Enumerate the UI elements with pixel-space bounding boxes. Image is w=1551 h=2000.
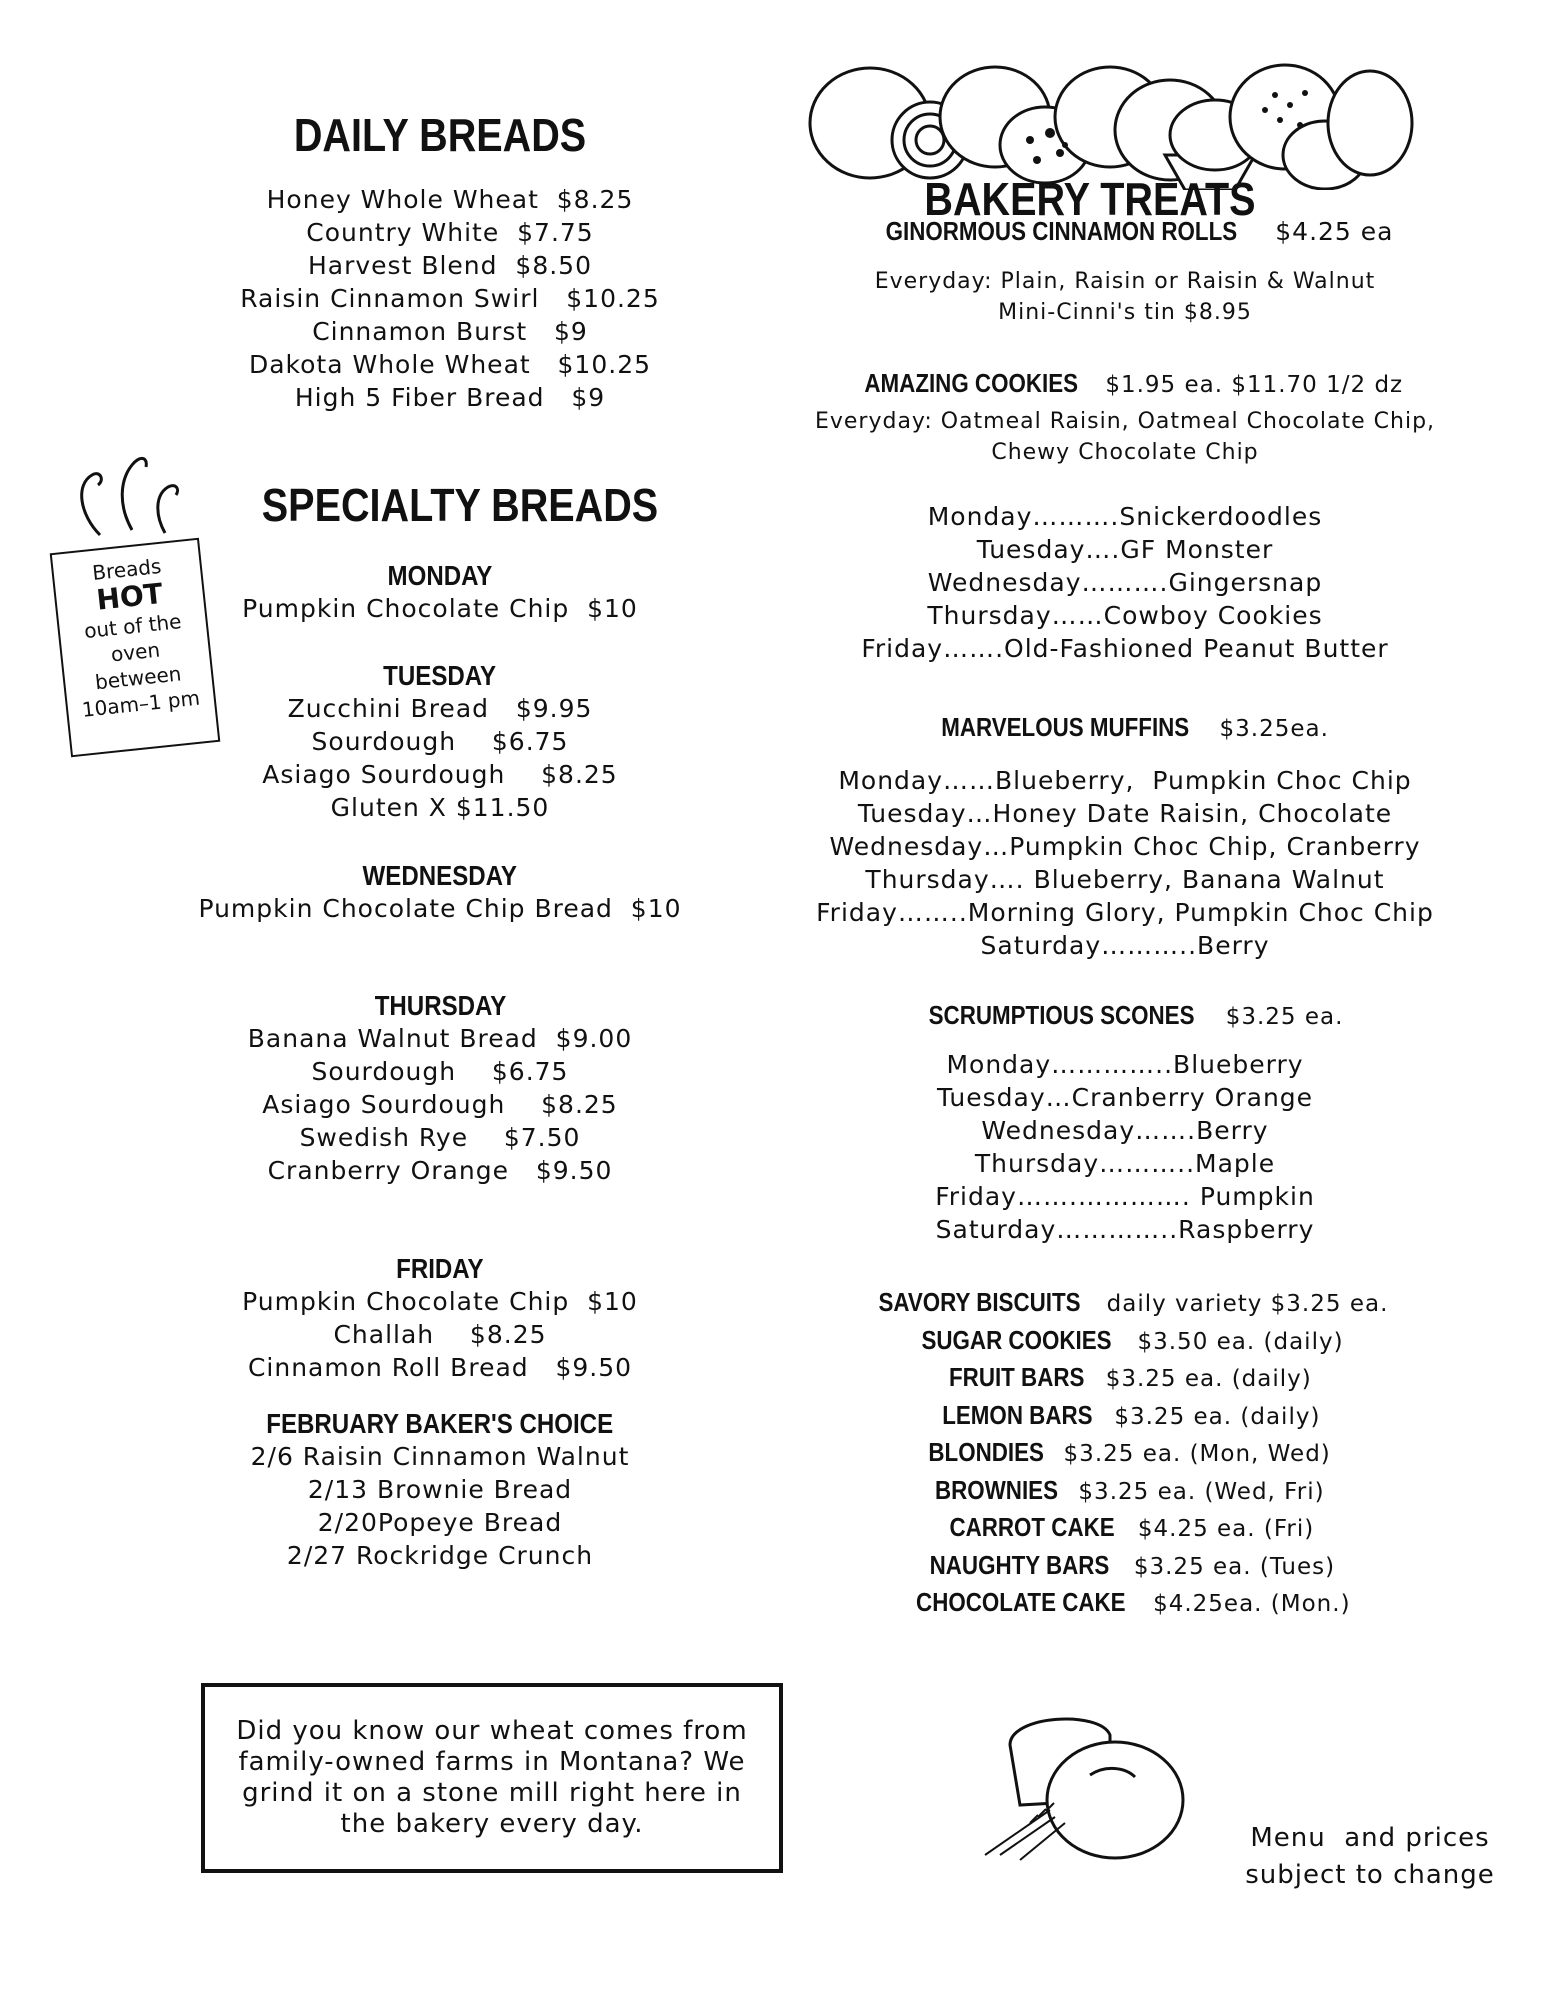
menu-item: Asiago Sourdough $8.25 — [262, 760, 618, 789]
list-item: Thursday……Cowboy Cookies — [927, 601, 1323, 630]
menu-item: 2/20Popeye Bread — [317, 1508, 563, 1537]
steam-icon — [70, 445, 200, 545]
menu-item: Country White $7.75 — [306, 218, 594, 247]
list-item: Wednesday…….Berry — [981, 1115, 1269, 1145]
day-heading: WEDNESDAY — [362, 860, 518, 891]
specialty-monday — [190, 560, 690, 625]
day-heading: TUESDAY — [383, 660, 497, 691]
menu-item: Dakota Whole Wheat $10.25 — [248, 350, 652, 379]
menu-item: Gluten X $11.50 — [330, 793, 550, 822]
list-item: Thursday………..Maple — [974, 1148, 1276, 1178]
amazing-cookies: AMAZING COOKIES $1.95 ea. $11.70 1/2 dz Everyday: Oatmeal Raisin, Oatmeal Chocolate Chip, Chewy Chocolate Chip — [814, 368, 1436, 465]
treat-row: NAUGHTY BARS $3.25 ea. (Tues) — [929, 1549, 1336, 1580]
treat-row: CARROT CAKE $4.25 ea. (Fri) — [949, 1512, 1315, 1542]
menu-item: Challah $8.25 — [333, 1320, 547, 1349]
specialty-breads-title: SPECIALTY BREADS — [261, 479, 659, 531]
treat-name: GINORMOUS CINNAMON ROLLS — [885, 216, 1237, 246]
other-treats-list — [780, 1287, 1470, 1625]
day-heading: FRIDAY — [396, 1253, 484, 1284]
list-item: Friday…….…………. Pumpkin — [935, 1181, 1315, 1211]
treat-price: $1.95 ea. $11.70 1/2 dz — [1105, 372, 1404, 398]
treat-row: SAVORY BISCUITS daily variety $3.25 ea. — [878, 1287, 1389, 1317]
list-item: Monday……….Snickerdoodles — [927, 502, 1323, 531]
menu-item: Sourdough $6.75 — [311, 727, 569, 756]
list-item: Thursday…. Blueberry, Banana Walnut — [865, 864, 1385, 894]
footer-note: Menu and prices subject to change — [1245, 1823, 1495, 1890]
menu-item: Pumpkin Chocolate Chip $10 — [242, 594, 638, 623]
menu-item: Pumpkin Chocolate Chip Bread $10 — [198, 894, 682, 923]
treat-row: SUGAR COOKIES $3.50 ea. (daily) — [921, 1324, 1344, 1355]
marvelous-muffins — [780, 712, 1470, 962]
menu-item: Pumpkin Chocolate Chip $10 — [242, 1287, 638, 1316]
specialty-wednesday — [190, 860, 690, 925]
treat-name: SCRUMPTIOUS SCONES — [928, 1000, 1195, 1030]
menu-item: Honey Whole Wheat $8.25 — [266, 185, 634, 214]
menu-item: Cinnamon Burst $9 — [312, 317, 588, 346]
menu-item: Swedish Rye $7.50 — [299, 1123, 581, 1152]
breads-hot-tag: Breads HOT out of the oven between 10am–1 pm — [50, 538, 221, 758]
treat-price: $4.25 ea — [1275, 217, 1394, 246]
menu-item: 2/6 Raisin Cinnamon Walnut — [250, 1442, 630, 1471]
menu-item: Cranberry Orange $9.50 — [267, 1156, 613, 1185]
cinnamon-rolls: GINORMOUS CINNAMON ROLLS $4.25 ea Everyday: Plain, Raisin or Raisin & Walnut Mini-Cinni's tin $8.95 — [874, 216, 1394, 325]
scrumptious-scones — [780, 1000, 1470, 1246]
cookie-days — [780, 500, 1470, 665]
menu-item: Cinnamon Roll Bread $9.50 — [247, 1353, 633, 1382]
specialty-thursday — [190, 990, 690, 1187]
menu-item: Sourdough $6.75 — [311, 1057, 569, 1086]
list-item: Monday…………..Blueberry — [946, 1049, 1304, 1079]
list-item: Tuesday…Honey Date Raisin, Chocolate — [857, 798, 1393, 828]
daily-breads-list — [200, 183, 700, 414]
wheat-info-box: Did you know our wheat comes from family-owned farms in Montana? We grind it on a stone mill right here in the bakery every day. — [201, 1683, 783, 1873]
bakers-choice — [190, 1408, 690, 1572]
menu-item: 2/27 Rockridge Crunch — [286, 1541, 594, 1570]
specialty-friday — [190, 1253, 690, 1384]
menu-item: Asiago Sourdough $8.25 — [262, 1090, 618, 1119]
list-item: Friday…….Old-Fashioned Peanut Butter — [861, 634, 1389, 663]
menu-item: High 5 Fiber Bread $9 — [294, 383, 606, 412]
day-heading: MONDAY — [387, 560, 493, 591]
treat-row: CHOCOLATE CAKE $4.25ea. (Mon.) — [916, 1587, 1351, 1617]
menu-item: Banana Walnut Bread $9.00 — [247, 1024, 633, 1053]
treat-row: BLONDIES $3.25 ea. (Mon, Wed) — [928, 1437, 1331, 1467]
menu-item: Harvest Blend $8.50 — [307, 251, 592, 280]
day-heading: THURSDAY — [374, 990, 506, 1021]
treat-price: $3.25ea. — [1219, 716, 1329, 742]
daily-breads-title: DAILY BREADS — [293, 109, 587, 161]
treat-row: FRUIT BARS $3.25 ea. (daily) — [949, 1362, 1312, 1392]
list-item: Tuesday….GF Monster — [976, 535, 1274, 564]
menu-item: Raisin Cinnamon Swirl $10.25 — [240, 284, 660, 313]
treat-row: LEMON BARS $3.25 ea. (daily) — [941, 1399, 1321, 1430]
list-item: Saturday…………..Raspberry — [935, 1214, 1315, 1244]
treat-name: AMAZING COOKIES — [864, 368, 1078, 398]
menu-item: 2/13 Brownie Bread — [307, 1475, 573, 1504]
list-item: Wednesday……….Gingersnap — [927, 568, 1323, 597]
list-item: Saturday………..Berry — [980, 930, 1270, 960]
bread-loaves-illustration — [980, 1705, 1210, 1865]
list-item: Wednesday…Pumpkin Choc Chip, Cranberry — [829, 831, 1421, 861]
bakery-treats-title: BAKERY TREATS — [924, 173, 1256, 225]
bakers-choice-title: FEBRUARY BAKER'S CHOICE — [266, 1408, 614, 1439]
treat-row: BROWNIES $3.25 ea. (Wed, Fri) — [935, 1474, 1325, 1505]
pastries-illustration — [805, 55, 1415, 190]
list-item: Tuesday…Cranberry Orange — [936, 1082, 1314, 1112]
list-item: Friday……..Morning Glory, Pumpkin Choc Chip — [816, 897, 1434, 927]
list-item: Monday……Blueberry, Pumpkin Choc Chip — [838, 765, 1412, 795]
treat-name: MARVELOUS MUFFINS — [941, 712, 1190, 742]
treat-price: $3.25 ea. — [1225, 1004, 1344, 1030]
menu-item: Zucchini Bread $9.95 — [287, 694, 593, 723]
specialty-tuesday — [190, 660, 690, 824]
